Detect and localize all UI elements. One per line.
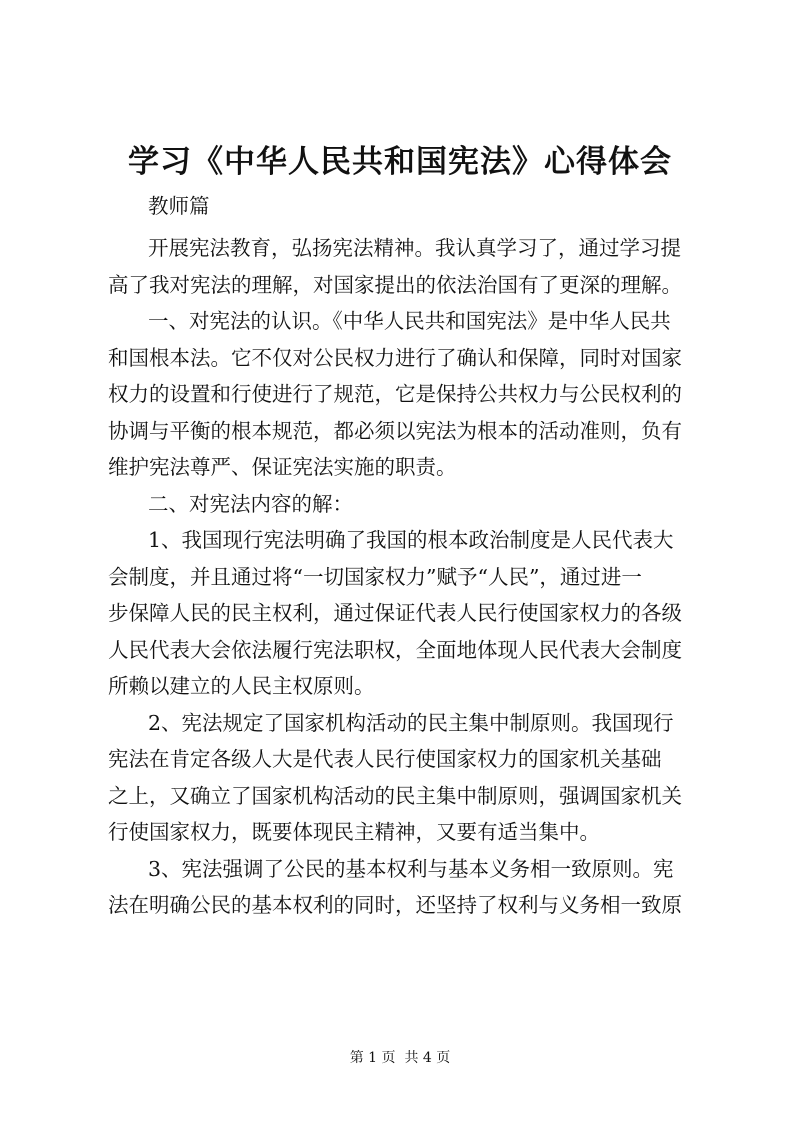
body-line: 步保障人民的民主权利，通过保证代表人民行使国家权力的各级 xyxy=(108,601,682,625)
body-line: 所赖以建立的人民主权原则。 xyxy=(108,674,375,698)
body-line: 法在明确公民的基本权利的同时，还坚持了权利与义务相一致原 xyxy=(108,893,682,917)
body-line: 高了我对宪法的理解，对国家提出的依法治国有了更深的理解。 xyxy=(108,272,682,297)
page-number-footer: 第 1 页 共 4 页 xyxy=(349,1050,451,1066)
document-subtitle: 教师篇 xyxy=(148,194,210,218)
body-line: 之上，又确立了国家机构活动的民主集中制原则，强调国家机关 xyxy=(108,783,682,808)
body-line: 二、对宪法内容的解： xyxy=(148,491,353,516)
body-line: 2、宪法规定了国家机构活动的民主集中制原则。我国现行 xyxy=(148,710,674,735)
body-line: 人民代表大会依法履行宪法职权，全面地体现人民代表大会制度 xyxy=(108,637,682,662)
body-line: 3、宪法强调了公民的基本权利与基本义务相一致原则。宪 xyxy=(148,856,674,881)
body-line: 开展宪法教育，弘扬宪法精神。我认真学习了，通过学习提 xyxy=(148,236,681,260)
document-title: 学习《中华人民共和国宪法》心得体会 xyxy=(128,144,672,180)
body-line: 行使国家权力，既要体现民主精神，又要有适当集中。 xyxy=(108,820,600,844)
body-line: 会制度，并且通过将“一切国家权力”赋予“人民”，通过进一 xyxy=(108,564,642,589)
body-line: 和国根本法。它不仅对公民权力进行了确认和保障，同时对国家 xyxy=(108,345,682,370)
body-line: 一、对宪法的认识。《中华人民共和国宪法》是中华人民共 xyxy=(148,309,671,333)
body-line: 权力的设置和行使进行了规范，它是保持公共权力与公民权利的 xyxy=(108,382,682,406)
document-body xyxy=(108,230,708,924)
body-line: 宪法在肯定各级人大是代表人民行使国家权力的国家机关基础 xyxy=(108,747,662,771)
body-line: 维护宪法尊严、保证宪法实施的职责。 xyxy=(108,455,457,479)
body-line: 协调与平衡的根本规范，都必须以宪法为根本的活动准则，负有 xyxy=(108,418,682,443)
body-line: 1、我国现行宪法明确了我国的根本政治制度是人民代表大 xyxy=(148,528,674,552)
